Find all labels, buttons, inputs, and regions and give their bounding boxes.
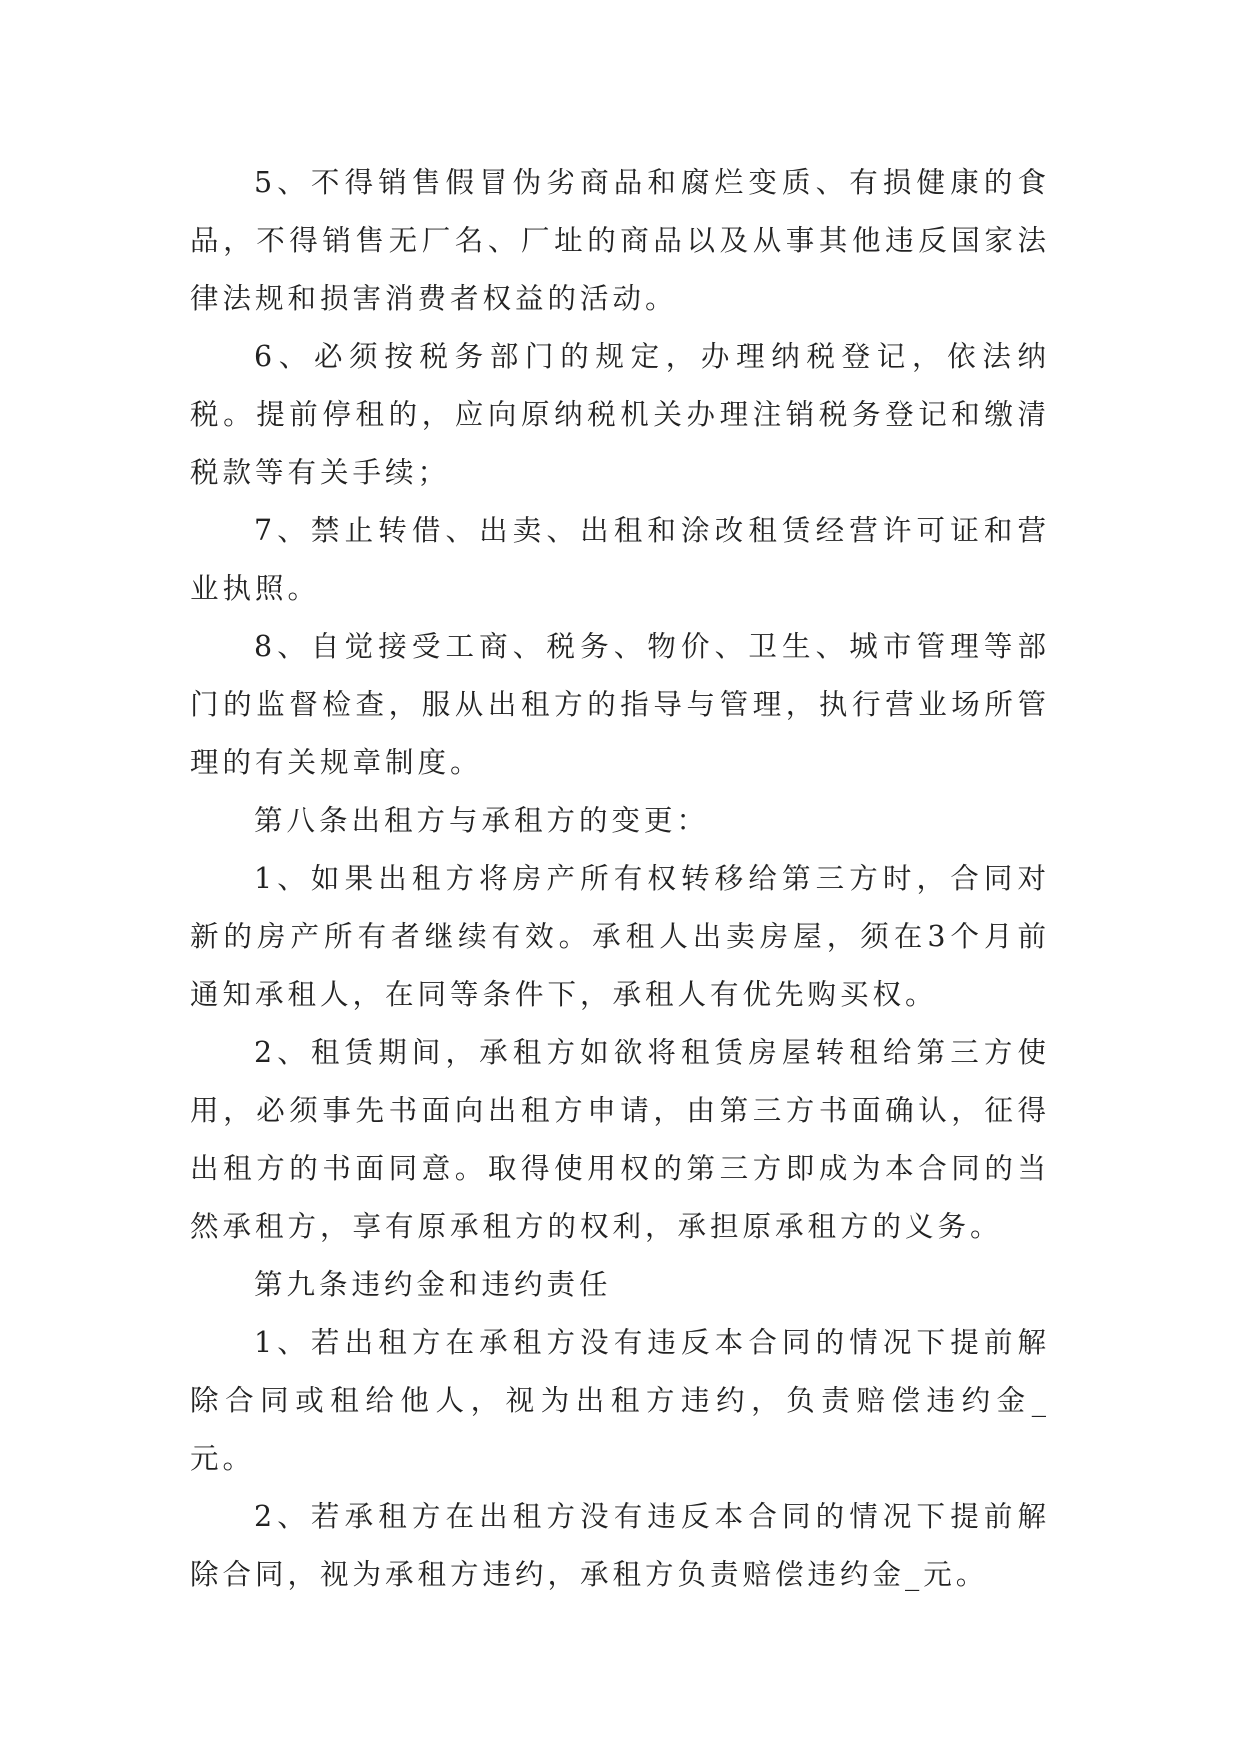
paragraph-clause-8: 8、自觉接受工商、税务、物价、卫生、城市管理等部门的监督检查，服从出租方的指导与管理，执行营业场所管理的有关规章制度。 — [190, 630, 1050, 779]
article-8-heading: 第八条出租方与承租方的变更： — [254, 804, 710, 837]
paragraph-clause-5: 5、不得销售假冒伪劣商品和腐烂变质、有损健康的食品，不得销售无厂名、厂址的商品以及从事其他违反国家法律法规和损害消费者权益的活动。 — [190, 166, 1050, 315]
paragraph-article-9-item-1: 1、若出租方在承租方没有违反本合同的情况下提前解除合同或租给他人，视为出租方违约，负责赔偿违约金_元。 — [190, 1326, 1050, 1475]
article-9-heading: 第九条违约金和违约责任 — [254, 1268, 612, 1301]
document-body — [190, 154, 1050, 1604]
paragraph-article-8-item-2: 2、租赁期间，承租方如欲将租赁房屋转租给第三方使用，必须事先书面向出租方申请，由第三方书面确认，征得出租方的书面同意。取得使用权的第三方即成为本合同的当然承租方，享有原承租方的权利，承担原承租方的义务。 — [190, 1036, 1050, 1243]
paragraph-article-9-item-2: 2、若承租方在出租方没有违反本合同的情况下提前解除合同，视为承租方违约，承租方负责赔偿违约金_元。 — [190, 1500, 1050, 1591]
paragraph-article-8-item-1: 1、如果出租方将房产所有权转移给第三方时，合同对新的房产所有者继续有效。承租人出卖房屋，须在3个月前通知承租人，在同等条件下，承租人有优先购买权。 — [190, 862, 1050, 1011]
paragraph-clause-7: 7、禁止转借、出卖、出租和涂改租赁经营许可证和营业执照。 — [190, 514, 1050, 605]
paragraph-clause-6: 6、必须按税务部门的规定，办理纳税登记，依法纳税。提前停租的，应向原纳税机关办理注销税务登记和缴清税款等有关手续； — [190, 340, 1050, 489]
